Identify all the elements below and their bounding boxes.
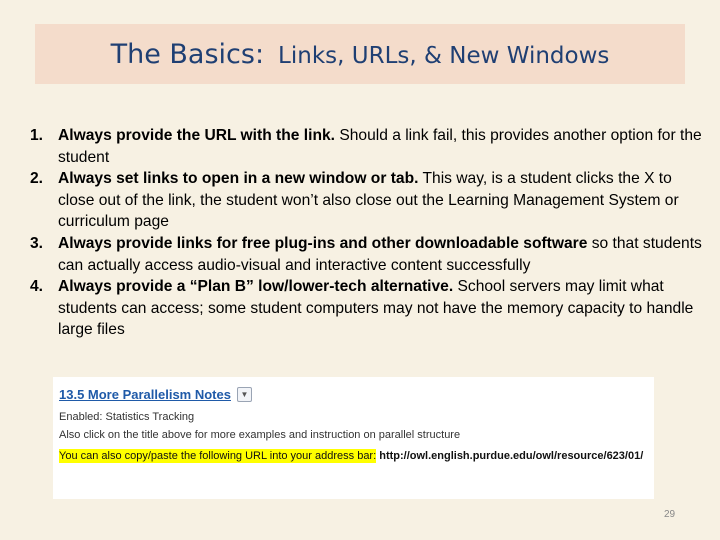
list-item [30, 276, 702, 341]
page-number: 29 [664, 509, 676, 520]
url-instruction-line [59, 450, 643, 462]
list-number: 4. [30, 278, 44, 296]
list-rest-text: This way, is a student clicks the X to close out of the link, the student won’t also close out the Learning Management System or curriculum page [58, 170, 679, 231]
list-text [58, 233, 702, 276]
list-item [30, 168, 702, 233]
item-heading-row [59, 387, 252, 402]
list-number: 2. [30, 170, 44, 188]
list-text [58, 168, 702, 233]
chevron-down-icon[interactable]: ▼ [237, 387, 252, 402]
list-number: 3. [30, 234, 44, 252]
list-text [58, 276, 702, 341]
list-item [30, 125, 702, 168]
list-rest-text: School servers may limit what students can access; some student computers may not have the memory capacity to handle large files [58, 278, 694, 339]
tips-list [30, 125, 702, 341]
resource-url: http://owl.english.purdue.edu/owl/resource/623/01/ [379, 450, 644, 462]
slide-title-main: The Basics: [110, 38, 265, 70]
item-title-link[interactable]: 13.5 More Parallelism Notes [59, 387, 231, 402]
item-description: Also click on the title above for more examples and instruction on parallel structure [59, 429, 461, 441]
list-item [30, 233, 702, 276]
list-bold-text: Always provide a “Plan B” low/lower-tech alternative. [58, 278, 454, 296]
slide-title-sub: Links, URLs, & New Windows [278, 42, 610, 69]
list-rest-text: so that students can actually access audio-visual and interactive content successfully [58, 234, 702, 274]
list-text [58, 125, 702, 168]
list-bold-text: Always set links to open in a new window or tab. [58, 170, 419, 188]
slide-title [111, 39, 610, 70]
enabled-status: Enabled: Statistics Tracking [59, 411, 195, 423]
lms-item-screenshot [53, 377, 654, 499]
list-rest-text: Should a link fail, this provides another option for the student [58, 127, 702, 166]
title-banner [35, 24, 685, 84]
list-number: 1. [30, 127, 44, 144]
list-bold-text: Always provide the URL with the link. [58, 127, 335, 144]
highlighted-instruction: You can also copy/paste the following URL into your address bar: [59, 450, 377, 462]
list-bold-text: Always provide links for free plug-ins and other downloadable software [58, 234, 588, 252]
